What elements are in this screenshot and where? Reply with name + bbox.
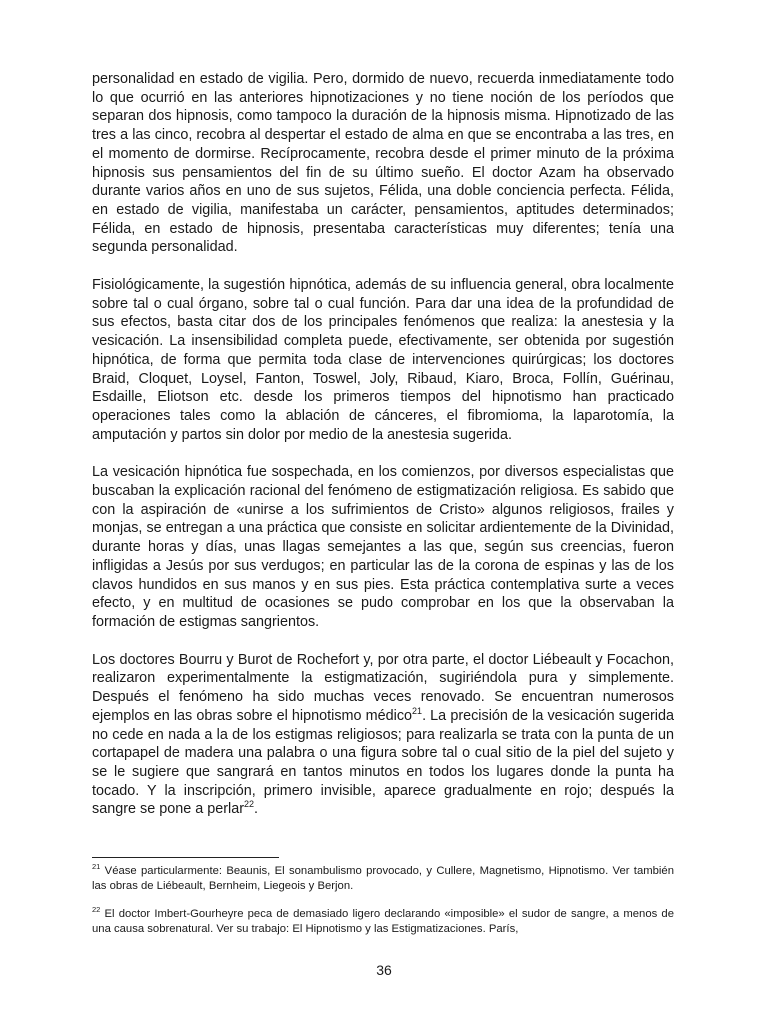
paragraph-2: Fisiológicamente, la sugestión hipnótica, además de su influencia general, obra localmente sobre tal o cual órgano, sobre tal o cual función. Para dar una idea de la profundidad de sus efectos, basta citar dos de los principales fenómenos que realiza: la anestesia y la vesicación. La insensibilidad completa puede, efectivamente, ser obtenida por sugestión hipnótica, de forma que permita toda clase de intervenciones quirúrgicas; los doctores Braid, Cloquet, Loysel, Fanton, Toswel, Joly, Ribaud, Kiaro, Broca, Follín, Guérinau, Esdaille, Eliotson etc. desde los primeros tiempos del hipnotismo han practicado operaciones tales como la ablación de cánceres, el fibromioma, la laparotomía, la amputación y partos sin dolor por medio de la anestesia sugerida. <box>92 277 674 443</box>
paragraph-4-text-start: Los doctores Bourru y Burot de Rochefort y, por otra parte, el doctor Liébeault y Focachon, realizaron experimentalmente la estigmatización, sugiriéndola pura y simplemente. Después el fenómeno ha sido muchas veces renovado. Se encuentran numerosos ejemplos en las obras sobre el hipnotismo médico <box>92 651 674 724</box>
footnote-22 <box>92 907 674 937</box>
paragraph-4 <box>92 651 674 819</box>
paragraph-4-text-end: . <box>254 801 259 818</box>
footnote-21-text: Véase particularmente: Beaunis, El sonambulismo provocado, y Cullere, Magnetismo, Hipnotismo. Ver también las obras de Liébeault, Bernheim, Liegeois y Berjon. <box>92 865 674 892</box>
paragraph-3: La vesicación hipnótica fue sospechada, en los comienzos, por diversos especialistas que buscaban la explicación racional del fenómeno de estigmatización religiosa. Es sabido que con la aspiración de «unirse a los sufrimientos de Cristo» algunos religiosos, frailes y monjas, se entregan a una práctica que consiste en solicitar ardientemente de la Divinidad, durante horas y días, unas llagas semejantes a las que, según sus creencias, fueron infligidas a Jesús por sus verdugos; en particular las de la corona de espinas y las de los clavos hundidos en sus manos y en sus pies. Esta práctica contemplativa surte a veces efecto, y en multitud de ocasiones se pudo comprobar en los que la observaban la formación de estigmas sangrientos. <box>92 464 674 630</box>
footnote-mark-22: 22 <box>92 905 101 915</box>
footnote-separator <box>92 857 279 858</box>
footnote-mark-21: 21 <box>92 862 101 872</box>
footnote-21 <box>92 864 674 894</box>
paragraph-1: personalidad en estado de vigilia. Pero, dormido de nuevo, recuerda inmediatamente todo lo que ocurrió en las anteriores hipnotizaciones y no tiene noción de los períodos que separan dos hipnosis, como tampoco la duración de la hipnosis misma. Hipnotizado de las tres a las cinco, recobra al despertar el estado de alma en que se encontraba a las tres, en el momento de dormirse. Recíprocamente, recobra desde el primer minuto de la próxima hipnosis sus pensamientos del fin de su último sueño. El doctor Azam ha observado durante varios años en uno de sus sujetos, Félida, una doble conciencia perfecta. Félida, en estado de vigilia, manifestaba un carácter, pensamientos, aptitudes determinados; Félida, en estado de hipnosis, presentaba características muy diferentes; tenía una segunda personalidad. <box>92 71 674 256</box>
body-text <box>92 70 674 819</box>
footnote-ref-22[interactable]: 22 <box>244 799 255 810</box>
footnotes <box>92 864 674 950</box>
paragraph-4-text-middle: . La precisión de la vesicación sugerida no cede en nada a la de los estigmas religiosos; para realizarla se trata con la punta de un cortapapel de madera una palabra o una figura sobre tal o cual sitio de la piel del sujeto y se le sugiere que sangrará en tantos minutos en todos los lugares donde la punta ha tocado. Y la inscripción, primero invisible, aparece gradualmente en rojo; después la sangre se pone a perlar <box>92 707 674 818</box>
page-number: 36 <box>376 962 392 978</box>
footnote-ref-21[interactable]: 21 <box>412 706 423 716</box>
footnote-22-text: El doctor Imbert-Gourheyre peca de demasiado ligero declarando «imposible» el sudor de sangre, a menos de una causa sobrenatural. Ver su trabajo: El Hipnotismo y las Estigmatizaciones. París, <box>92 908 674 935</box>
